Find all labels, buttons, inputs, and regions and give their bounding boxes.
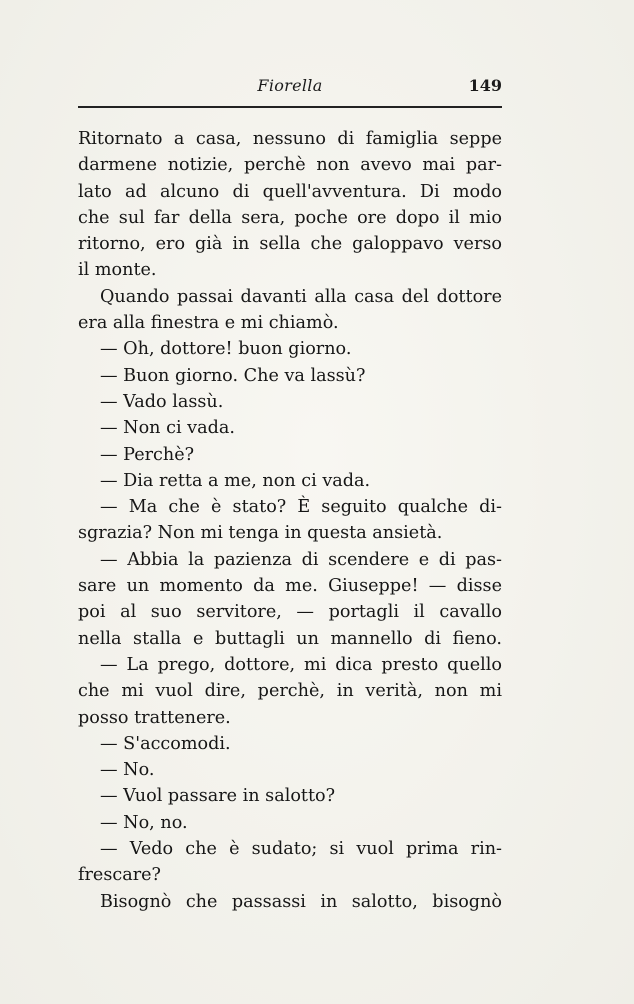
text-line: frescare? (78, 865, 161, 886)
text-line: — No. (100, 760, 155, 781)
text-line: — Perchè? (100, 444, 195, 465)
text-line: Quando passai davanti alla casa del dottore (100, 286, 502, 307)
body-text (78, 126, 502, 915)
page-header (78, 76, 502, 102)
text-line: poi al suo servitore, — portagli il cavallo (78, 602, 502, 623)
text-line: — Vedo che è sudato; si vuol prima rin- (100, 839, 502, 860)
text-line: il monte. (78, 260, 157, 281)
text-line: Ritornato a casa, nessuno di famiglia seppe (78, 129, 502, 149)
page-number: 149 (468, 76, 502, 95)
text-line: che mi vuol dire, perchè, in verità, non mi (78, 681, 502, 702)
text-line: sare un momento da me. Giuseppe! — disse (78, 576, 502, 597)
text-line: lato ad alcuno di quell'avventura. Di modo (78, 181, 502, 202)
text-line: — Vado lassù. (100, 391, 224, 412)
text-line: che sul far della sera, poche ore dopo il mio (78, 207, 502, 228)
text-line: — No, no. (100, 812, 188, 833)
text-line: nella stalla e buttagli un mannello di fieno. (78, 628, 502, 649)
text-line: — Buon giorno. Che va lassù? (100, 365, 366, 386)
text-line: — Oh, dottore! buon giorno. (100, 339, 352, 360)
text-line: sgrazia? Non mi tenga in questa ansietà. (78, 523, 443, 544)
text-line: era alla finestra e mi chiamò. (78, 313, 339, 334)
text-line: — Non ci vada. (100, 418, 235, 439)
text-line: — S'accomodi. (100, 733, 231, 754)
text-line: — Vuol passare in salotto? (100, 786, 336, 807)
running-title: Fiorella (257, 76, 323, 95)
text-line: — La prego, dottore, mi dica presto quello (100, 654, 502, 675)
text-line: — Dia retta a me, non ci vada. (100, 470, 371, 491)
text-line: darmene notizie, perchè non avevo mai par- (78, 155, 502, 176)
header-rule (78, 106, 502, 108)
text-line: — Abbia la pazienza di scendere e di pas- (100, 549, 502, 570)
text-line: posso trattenere. (78, 707, 231, 728)
text-line: ritorno, ero già in sella che galoppavo verso (78, 234, 502, 255)
text-line: — Ma che è stato? È seguito qualche di- (100, 497, 502, 518)
text-line: Bisognò che passassi in salotto, bisognò (100, 891, 502, 912)
